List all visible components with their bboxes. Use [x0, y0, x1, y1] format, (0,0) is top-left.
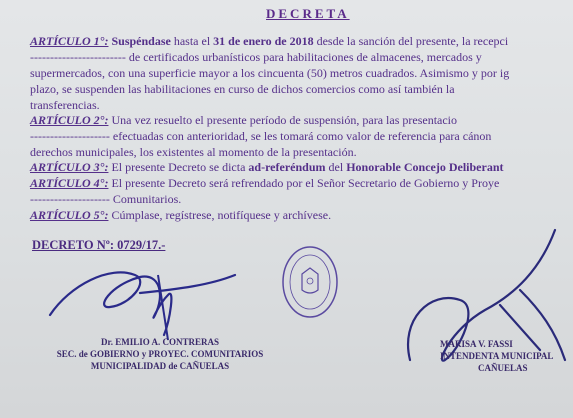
- article-1-line-2: ------------------------ de certificados urbanísticos para habilitaciones de almacenes, mercados y: [30, 50, 482, 64]
- left-signature-block: [30, 336, 290, 372]
- left-signer-title: SEC. de GOBIERNO y PROYEC. COMUNITARIOS: [56, 349, 264, 359]
- left-signature: [40, 245, 240, 345]
- right-signer-org: CAÑUELAS: [478, 363, 528, 373]
- decree-title: DECRETA: [266, 6, 350, 21]
- article-1-date: 31 de enero de 2018: [213, 34, 314, 48]
- right-signer-title: INTENDENTA MUNICIPAL: [440, 351, 554, 361]
- article-1-line-5: transferencias.: [30, 98, 100, 112]
- article-1-line-1: [30, 34, 508, 49]
- article-2-line-2: -------------------- efectuadas con anterioridad, se les tomará como valor de referencia para cánon: [30, 129, 492, 143]
- article-4-label: ARTÍCULO 4°:: [30, 176, 109, 190]
- article-5-text: Cúmplase, regístrese, notifíquese y archívese.: [108, 208, 332, 222]
- article-2-label: ARTÍCULO 2°:: [30, 113, 109, 127]
- left-signer-name: Dr. EMILIO A. CONTRERAS: [101, 337, 219, 347]
- article-5-label: ARTÍCULO 5°:: [30, 208, 109, 222]
- article-3-bold-2: Honorable Concejo Deliberant: [346, 160, 504, 174]
- article-1-label: ARTÍCULO 1°:: [30, 34, 109, 48]
- article-3-bold-1: ad-referéndum: [248, 160, 326, 174]
- article-1-line-3: supermercados, con una superficie mayor a los cincuenta (50) metros cuadrados. Asimismo y por ig: [30, 66, 510, 80]
- municipal-seal: [280, 244, 340, 320]
- article-3-label: ARTÍCULO 3°:: [30, 160, 109, 174]
- article-1-line-4: plazo, se suspenden las habilitaciones en curso de dichos comercios como así también la: [30, 82, 455, 96]
- article-4-line-2: -------------------- Comunitarios.: [30, 192, 182, 206]
- article-1-bold-word: Suspéndase: [111, 34, 171, 48]
- right-signer-name: MARISA V. FASSI: [440, 339, 513, 349]
- article-3-mid: del: [325, 160, 347, 174]
- left-signer-org: MUNICIPALIDAD de CAÑUELAS: [90, 361, 230, 371]
- article-2-text-1: Una vez resuelto el presente período de suspensión, para las presentacio: [108, 113, 458, 127]
- article-2-line-1: [30, 113, 457, 128]
- article-1-text-rest: desde la sanción del presente, la recepci: [313, 34, 509, 48]
- article-3-line: [30, 160, 504, 175]
- right-signature-block: [440, 338, 573, 374]
- decree-number: DECRETO Nº: 0729/17.-: [32, 238, 166, 252]
- article-3-pre: El presente Decreto se dicta: [108, 160, 249, 174]
- article-4-text-1: El presente Decreto será refrendado por el Señor Secretario de Gobierno y Proye: [108, 176, 500, 190]
- article-4-line-1: [30, 176, 499, 191]
- article-5-line: [30, 208, 331, 223]
- article-2-line-3: derechos municipales, los existentes al momento de la presentación.: [30, 145, 357, 159]
- article-1-text-mid: hasta el: [170, 34, 214, 48]
